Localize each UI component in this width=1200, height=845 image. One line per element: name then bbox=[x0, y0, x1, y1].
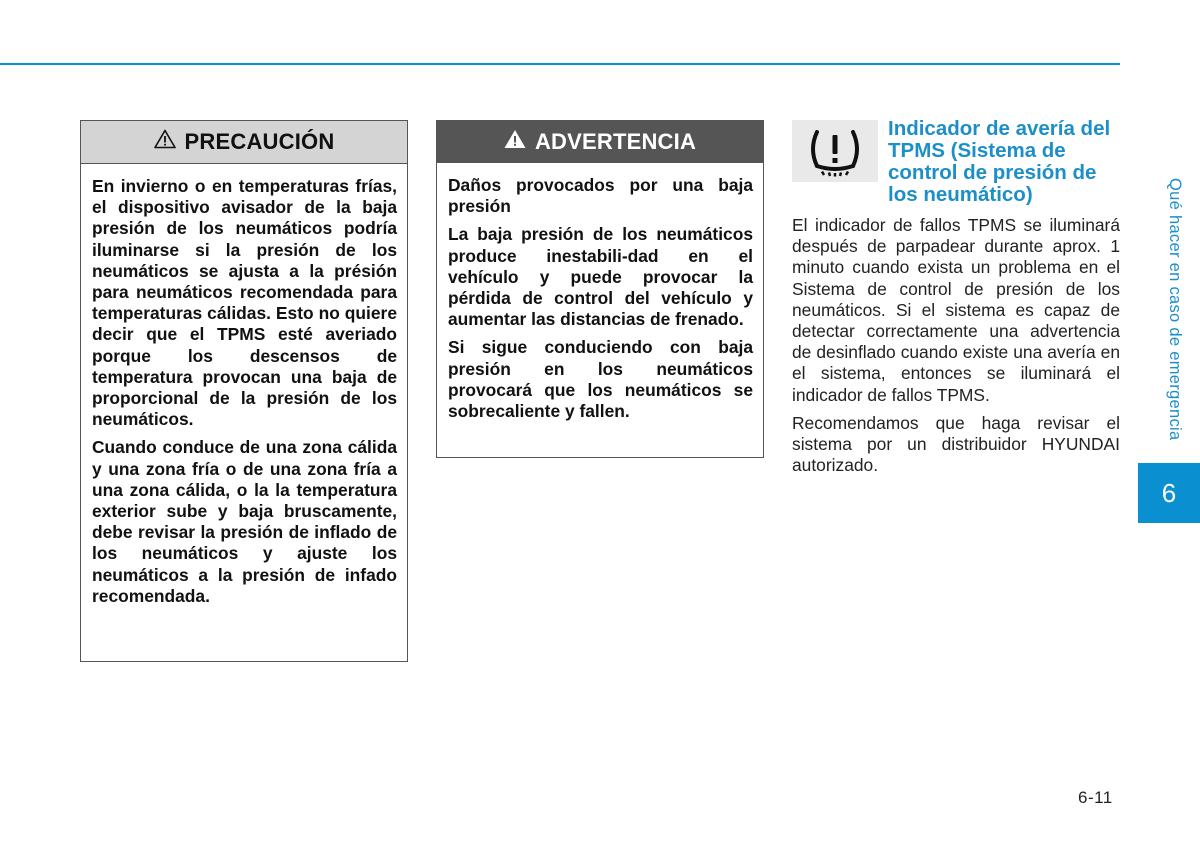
warning-paragraph: Daños provocados por una baja presión bbox=[448, 175, 753, 217]
warning-title: ADVERTENCIA bbox=[534, 129, 697, 154]
tpms-warning-icon bbox=[792, 120, 878, 182]
section-title: Indicador de avería del TPMS (Sistema de control de presión de los neumático) bbox=[888, 117, 1111, 206]
caution-box bbox=[80, 120, 408, 662]
caution-paragraph: En invierno o en temperaturas frías, el dispositivo avisador de la baja presión de los neumáticos podría iluminarse si la presión de los neumáticos se ajusta a la présión para neumáticos recomendada para temperaturas cálidas. Esto no quiere decir que el TPMS esté averiado porque los descensos de temperatura provocan una baja de proporcional de la presión de los neumáticos. bbox=[92, 176, 397, 430]
chapter-number-tab: 6 bbox=[1138, 463, 1200, 523]
section-paragraph: El indicador de fallos TPMS se iluminará después de parpadear durante aprox. 1 minuto cuando exista un problema en el Sistema de control de presión de los neumáticos. Si el sistema es capaz de detectar correctamente una advertencia de desinflado cuando existe una avería en el sistema, entonces se iluminará el indicador de fallos TPMS. bbox=[792, 215, 1120, 405]
warning-paragraph: La baja presión de los neumáticos produce inestabili-dad en el vehículo y puede provocar la pérdida de control del vehículo y aumentar las distancias de frenado. bbox=[448, 224, 753, 330]
caution-paragraph: Cuando conduce de una zona cálida y una zona fría o de una zona fría a una zona cálida, o la la temperatura exterior sube y baja bruscamente, debe revisar la presión de inflado de los neumáticos y ajuste los neumáticos a la presión de infado recomendada. bbox=[92, 437, 397, 606]
section-paragraph: Recomendamos que haga revisar el sistema por un distribuidor HYUNDAI autorizado. bbox=[792, 412, 1120, 476]
header-rule bbox=[0, 63, 1120, 65]
chapter-side-label: Qué hacer en caso de emergencia bbox=[1166, 178, 1184, 441]
section-body bbox=[792, 215, 1120, 483]
warning-header bbox=[437, 121, 763, 163]
page-number: 6-11 bbox=[1078, 788, 1113, 807]
warning-paragraph: Si sigue conduciendo con baja presión en los neumáticos provocará que los neumáticos se sobrecaliente y fallen. bbox=[448, 337, 753, 422]
caution-triangle-icon bbox=[154, 129, 176, 155]
caution-header bbox=[81, 121, 407, 164]
warning-triangle-icon bbox=[504, 129, 526, 155]
warning-box bbox=[436, 120, 764, 458]
caution-title: PRECAUCIÓN bbox=[184, 129, 335, 154]
